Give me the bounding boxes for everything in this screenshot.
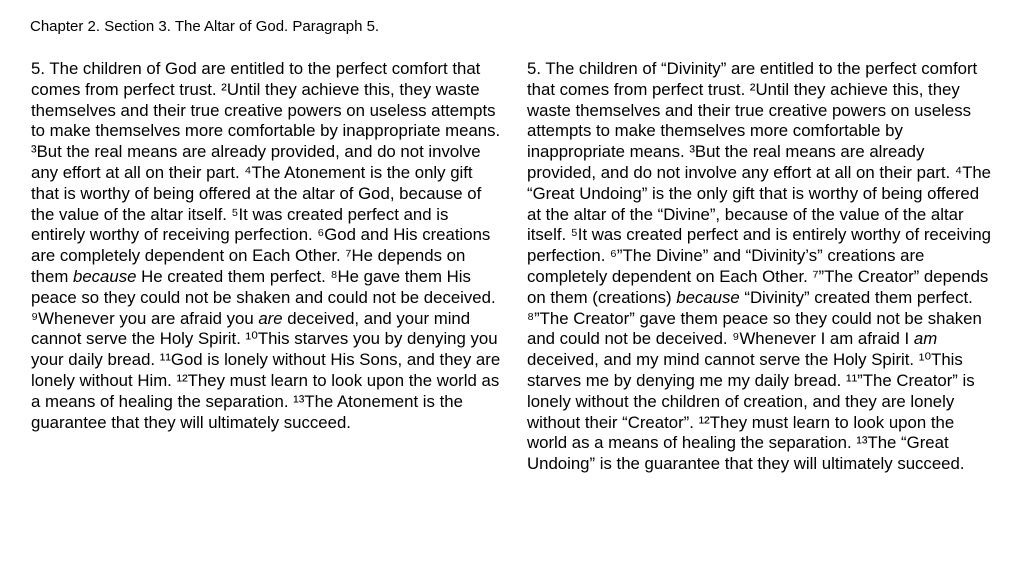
revised-emphasis-because: because [676, 287, 740, 307]
revised-paragraph-column [527, 59, 995, 475]
original-text-part-1: 5. The children of God are entitled to the perfect comfort that comes from perfect trust. ²Until they achieve this, they waste themselves and their true creative powers on useless attempts to make themselves more comfortable by inappropriate means. ³But the real means are already provided, and do not involve any effort at all on their part. ⁴The Atonement is the only gift that is worthy of being offered at the altar of God, because of the value of the altar itself. ⁵It was created perfect and is entirely worthy of receiving perfection. ⁶God and His creations are completely dependent on Each Other. ⁷He depends on them [31, 59, 501, 286]
original-text-part-3: deceived, and your mind cannot serve the Holy Spirit. ¹⁰This starves you by denying you your daily bread. ¹¹God is lonely without His Sons, and they are lonely without Him. ¹²They must learn to look upon the world as a means of healing the separation. ¹³The Atonement is the guarantee that they will ultimately succeed. [31, 308, 501, 432]
revised-paragraph [527, 59, 995, 475]
revised-text-part-3: deceived, and my mind cannot serve the Holy Spirit. ¹⁰This starves me by denying me my daily bread. ¹¹”The Creator” is lonely without the children of creation, and they are lonely without their “Creator”. ¹²They must learn to look upon the world as a means of healing the separation. ¹³The “Great Undoing” is the guarantee that they will ultimately succeed. [527, 350, 975, 474]
original-paragraph-column [31, 59, 503, 433]
original-emphasis-because: because [72, 266, 137, 286]
original-text-part-2: He created them perfect. ⁸He gave them His peace so they could not be shaken and could not be deceived. ⁹Whenever you are afraid you [31, 266, 496, 328]
original-emphasis-are: are [258, 308, 283, 328]
original-paragraph [31, 59, 503, 433]
revised-emphasis-am: am [913, 329, 938, 349]
slide-title: Chapter 2. Section 3. The Altar of God. Paragraph 5. [30, 18, 380, 35]
revised-text-part-1: 5. The children of “Divinity” are entitled to the perfect comfort that comes from perfect trust. ²Until they achieve this, they waste themselves and their true creative powers on useless attempts to make themselves more comfortable by inappropriate means. ³But the real means are already provided, and do not involve any effort at all on their part. ⁴The “Great Undoing” is the only gift that is worthy of being offered at the altar of the “Divine”, because of the value of the altar itself. ⁵It was created perfect and is entirely worthy of receiving perfection. ⁶”The Divine” and “Divinity’s” creations are completely dependent on Each Other. ⁷”The Creator” depends on them (creations) [527, 59, 992, 307]
revised-text-part-2: “Divinity” created them perfect. ⁸”The Creator” gave them peace so they could not be shaken and could not be deceived. ⁹Whenever I am afraid I [527, 287, 982, 349]
